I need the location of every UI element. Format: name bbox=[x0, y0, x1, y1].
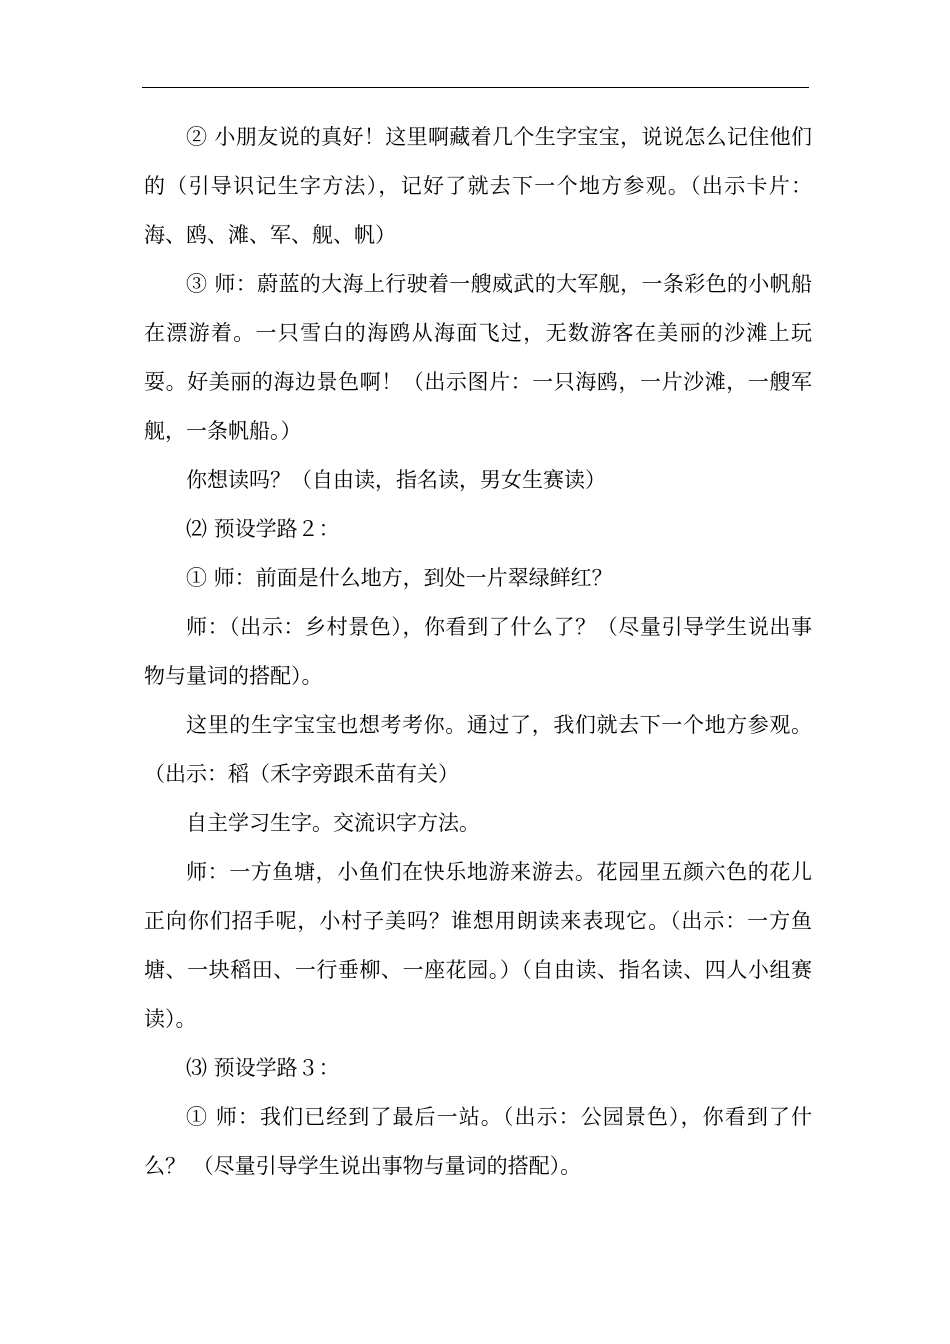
paragraph-character-test: 这里的生字宝宝也想考考你。通过了，我们就去下一个地方参观。（出示：稻（禾字旁跟禾苗有关） bbox=[144, 713, 812, 786]
paragraph-route-2-question: ① 师：前面是什么地方，到处一片翠绿鲜红？ bbox=[186, 566, 613, 590]
paragraph-park-scene: ① 师：我们已经到了最后一站。（出示：公园景色），你看到了什么？ （尽量引导学生说出事物与量词的搭配）。 bbox=[144, 1105, 812, 1178]
paragraph-seaside-scene: ③ 师：蔚蓝的大海上行驶着一艘威武的大军舰，一条彩色的小帆船在漂游着。一只雪白的海鸥从海面飞过，无数游客在美丽的沙滩上玩耍。好美丽的海边景色啊！（出示图片：一只海鸥，一片沙滩，一艘军舰，一条帆船。） bbox=[144, 272, 812, 443]
paragraph-fish-pond: 师：一方鱼塘，小鱼们在快乐地游来游去。花园里五颜六色的花儿正向你们招手呢，小村子美吗？谁想用朗读来表现它。（出示：一方鱼塘、一块稻田、一行垂柳、一座花园。）（自由读、指名读、四人小组赛读）。 bbox=[144, 860, 812, 1031]
paragraph-reading-prompt: 你想读吗？（自由读，指名读，男女生赛读） bbox=[186, 468, 606, 492]
body-text bbox=[144, 113, 812, 1191]
paragraph-self-study: 自主学习生字。交流识字方法。 bbox=[186, 811, 480, 835]
heading-route-2: ⑵ 预设学路２： bbox=[186, 517, 340, 541]
heading-route-3: ⑶ 预设学路３： bbox=[186, 1056, 340, 1080]
paragraph-remember-characters: ② 小朋友说的真好！这里啊藏着几个生字宝宝，说说怎么记住他们的（引导识记生字方法），记好了就去下一个地方参观。（出示卡片：海、鸥、滩、军、舰、帆） bbox=[144, 125, 812, 247]
header-rule bbox=[142, 87, 809, 88]
paragraph-village-scene: 师：（出示：乡村景色），你看到了什么了？（尽量引导学生说出事物与量词的搭配）。 bbox=[144, 615, 812, 688]
